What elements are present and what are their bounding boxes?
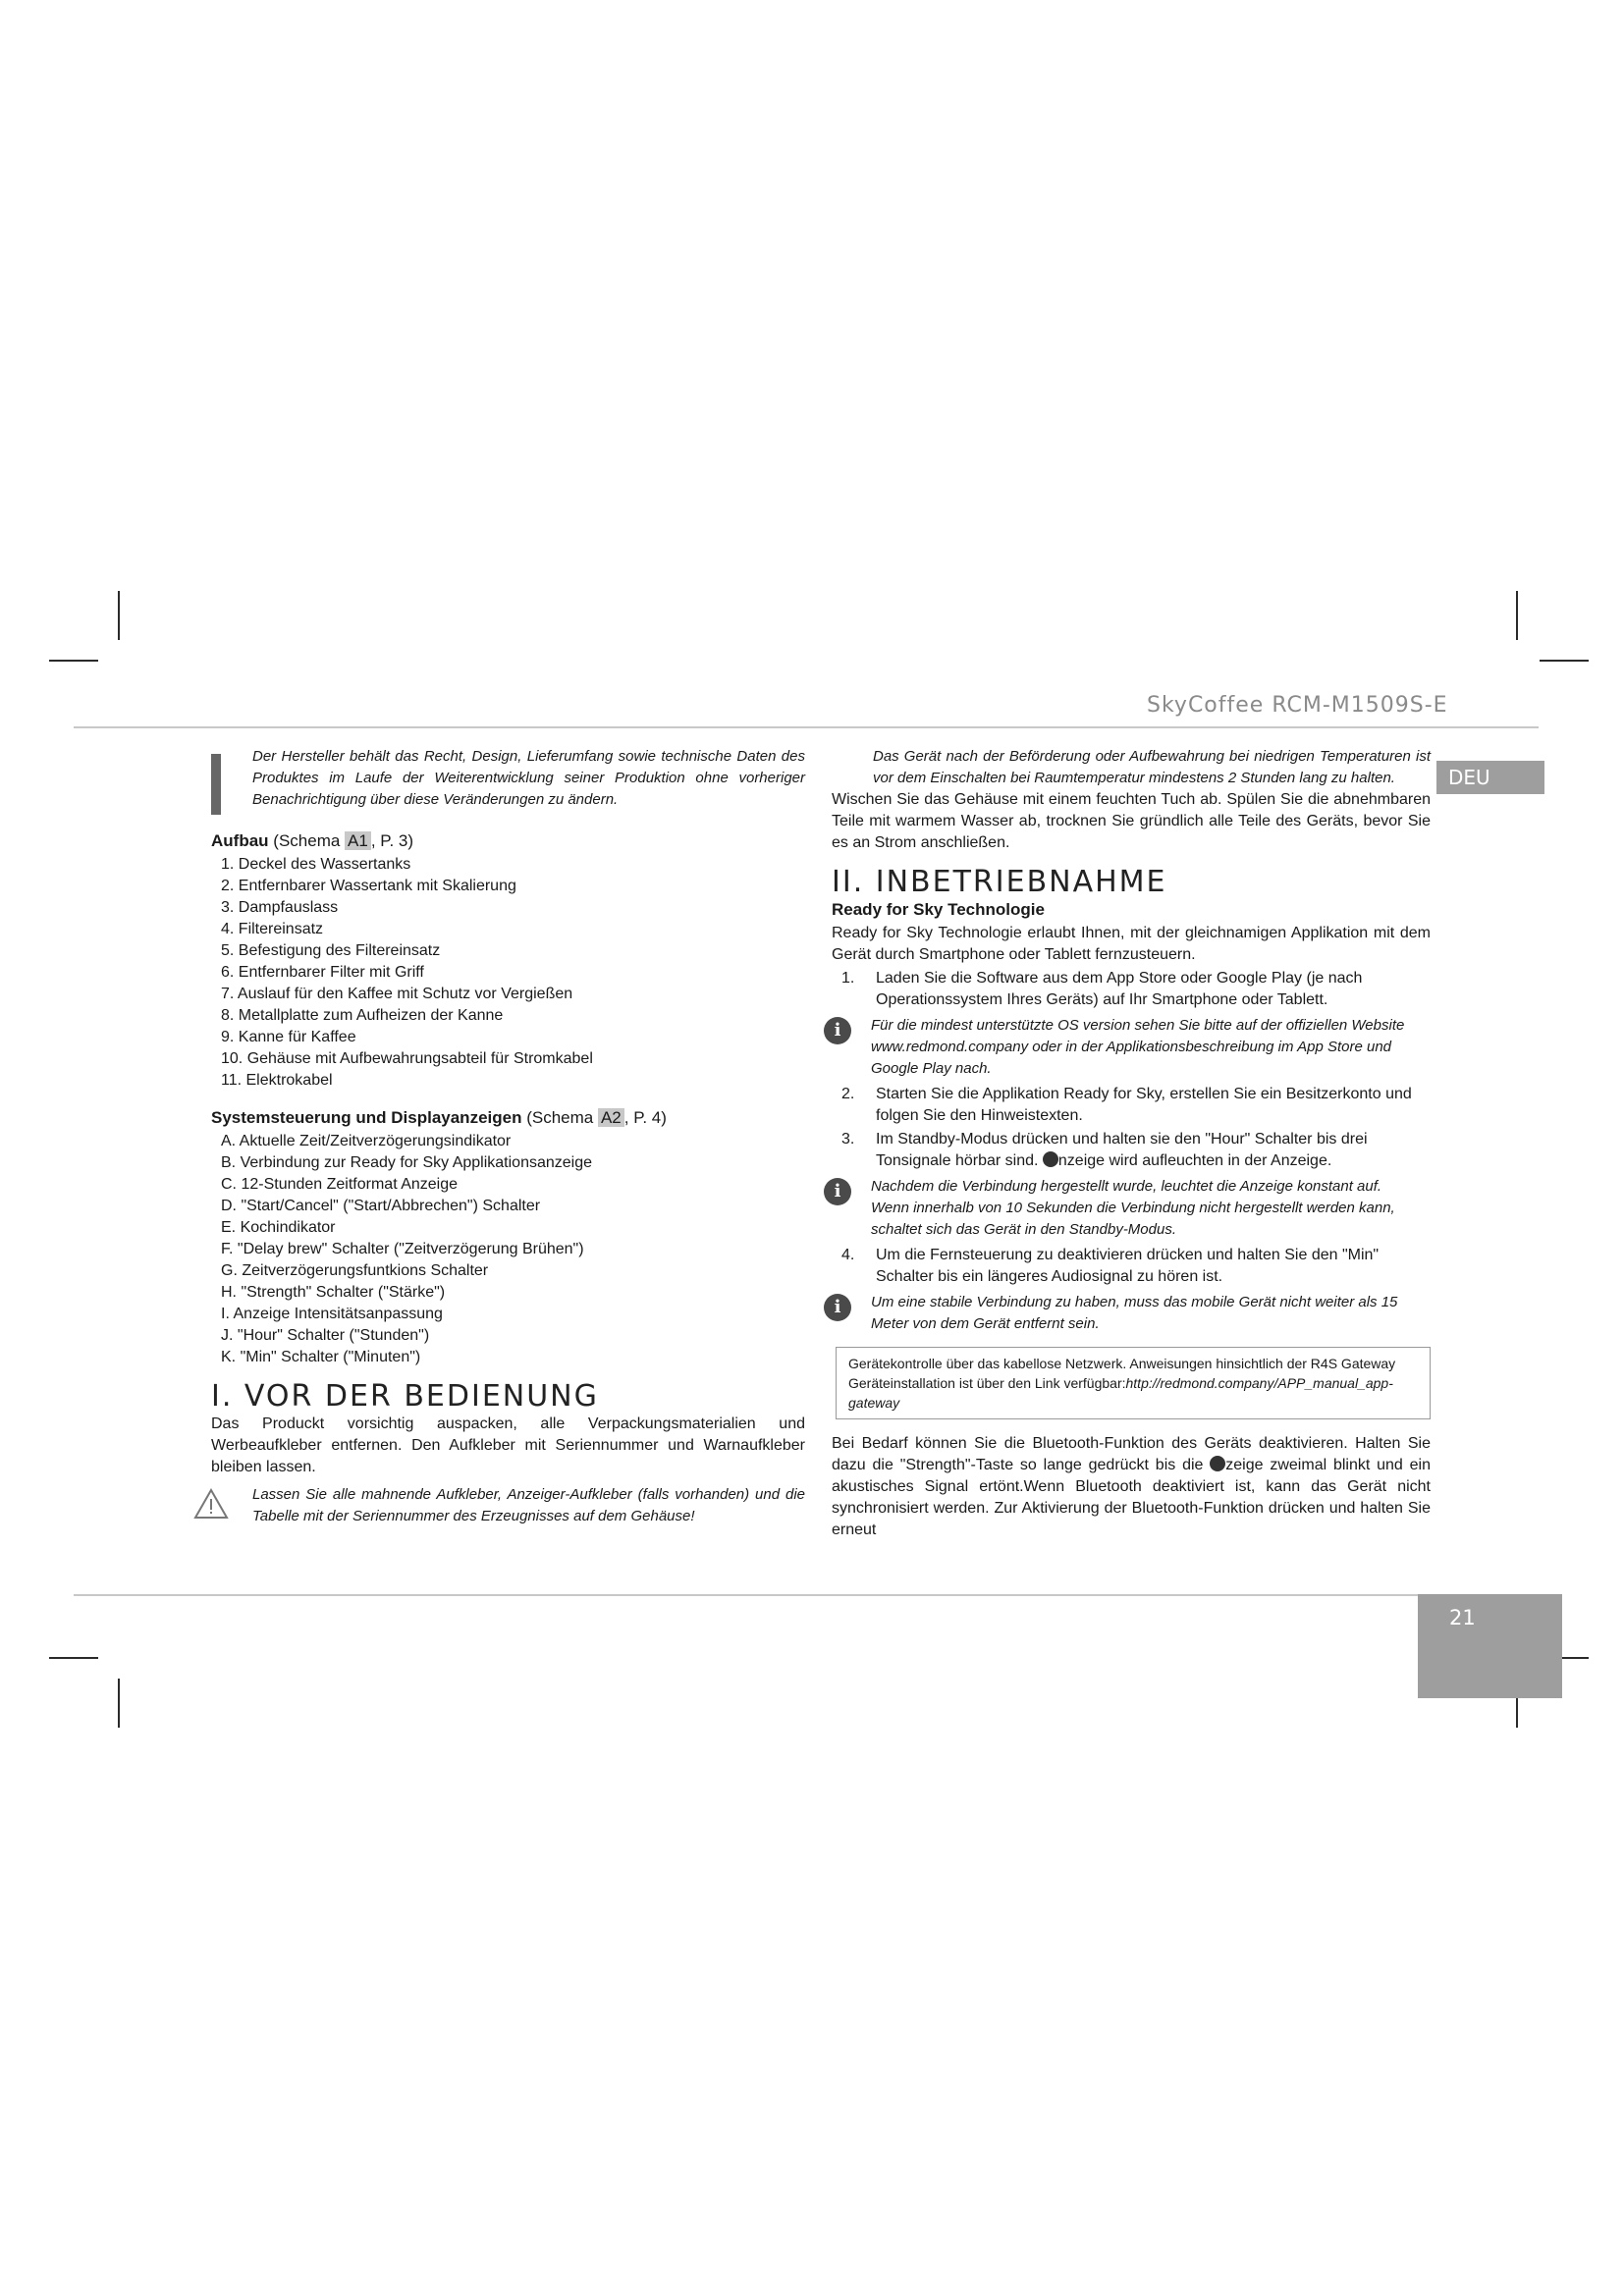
footer-rule <box>74 1594 1419 1596</box>
list-item: C. 12-Stunden Zeitformat Anzeige <box>221 1176 459 1193</box>
gateway-info-box <box>836 1347 1431 1419</box>
disclaimer-bar <box>211 754 221 815</box>
aufbau-ref: A1 <box>345 831 371 850</box>
info-note <box>832 1176 1431 1241</box>
step-text: Starten Sie die Applikation Ready for Sky, erstellen Sie ein Besitzerkonto und folgen Sie den Hinweistexten. <box>876 1086 1412 1124</box>
gateway-link[interactable]: http://redmond.company/APP_manual_app-gateway <box>848 1375 1393 1411</box>
aufbau-post: , P. 3) <box>370 831 413 850</box>
list-item: D. "Start/Cancel" ("Start/Abbrechen") Schalter <box>221 1198 541 1214</box>
aufbau-pre: (Schema <box>273 831 341 850</box>
list-item: 5. Befestigung des Filtereinsatz <box>221 942 441 959</box>
step-item: 3. Im Standby-Modus drücken und halten sie den "Hour" Schalter bis drei Tonsignale hörbar sind. nzeige wird aufleuchten in der Anzeige. <box>841 1131 1368 1169</box>
bluetooth-text: Bei Bedarf können Sie die Bluetooth-Funktion des Geräts deaktivieren. Halten Sie dazu die "Strength"-Taste so lange gedrückt bis die <box>832 1435 1431 1473</box>
list-item: 4. Filtereinsatz <box>221 921 324 937</box>
crop-mark <box>118 591 120 640</box>
bluetooth-indicator-icon <box>1210 1456 1225 1471</box>
right-column <box>832 746 1431 1541</box>
language-tab: DEU <box>1436 761 1544 794</box>
warning-note <box>211 1484 805 1527</box>
header-rule <box>74 726 1539 728</box>
list-item: 2. Entfernbarer Wassertank mit Skalierung <box>221 878 516 894</box>
crop-mark <box>118 1679 120 1728</box>
list-item: 1. Deckel des Wassertanks <box>221 856 411 873</box>
step-item: 1. Laden Sie die Software aus dem App Store oder Google Play (je nach Operationssystem Ihres Geräts) auf Ihr Smartphone oder Tablett. <box>841 970 1363 1008</box>
list-item: E. Kochindikator <box>221 1219 336 1236</box>
bluetooth-indicator-icon <box>1043 1151 1058 1167</box>
continued-body: Wischen Sie das Gehäuse mit einem feuchten Tuch ab. Spülen Sie die abnehmbaren Teile mit warmem Wasser ab, trocknen Sie gründlich alle Teile des Geräts, bevor Sie es an Strom anschließen. <box>832 791 1431 851</box>
section-title-2: II. INBETRIEBNAHME <box>832 865 1167 899</box>
steps-list-1 <box>832 968 1431 1011</box>
list-item: G. Zeitverzögerungsfuntkions Schalter <box>221 1262 489 1279</box>
ready-intro: Ready for Sky Technologie erlaubt Ihnen, mit der gleichnamigen Applikation mit dem Gerät durch Smartphone oder Tablett fernzusteuern. <box>832 925 1431 963</box>
crop-mark <box>1516 591 1518 640</box>
step-text: Um die Fernsteuerung zu deaktivieren drücken und halten Sie den "Min" Schalter bis ein längeres Audiosignal zu hören ist. <box>876 1247 1380 1285</box>
header-title: SkyCoffee RCM-M1509S-E <box>1147 693 1448 718</box>
step-item: 2. Starten Sie die Applikation Ready for Sky, erstellen Sie ein Besitzerkonto und folgen Sie den Hinweistexten. <box>841 1086 1412 1124</box>
steps-list-2 <box>832 1084 1431 1172</box>
crop-mark <box>1540 660 1589 662</box>
list-item: 8. Metallplatte zum Aufheizen der Kanne <box>221 1007 504 1024</box>
warning-icon <box>193 1488 229 1520</box>
step-item: 4. Um die Fernsteuerung zu deaktivieren drücken und halten Sie den "Min" Schalter bis ein längeres Audiosignal zu hören ist. <box>841 1247 1380 1285</box>
aufbau-title: Aufbau <box>211 831 269 850</box>
step-text: Laden Sie die Software aus dem App Store oder Google Play (je nach Operationssystem Ihres Geräts) auf Ihr Smartphone oder Tablett. <box>876 970 1363 1008</box>
info-note-text: Um eine stabile Verbindung zu haben, muss das mobile Gerät nicht weiter als 15 Meter von dem Gerät entfernt sein. <box>871 1294 1398 1332</box>
disclaimer <box>211 746 805 811</box>
warning-text: Lassen Sie alle mahnende Aufkleber, Anzeiger-Aufkleber (falls vorhanden) und die Tabelle mit der Seriennummer des Erzeugnisses auf dem Gehäuse! <box>252 1486 805 1524</box>
list-item: A. Aktuelle Zeit/Zeitverzögerungsindikator <box>221 1133 512 1149</box>
list-item: 3. Dampfauslass <box>221 899 339 916</box>
system-pre: (Schema <box>526 1108 594 1127</box>
crop-mark <box>49 660 98 662</box>
bluetooth-paragraph <box>832 1433 1431 1541</box>
list-item: 10. Gehäuse mit Aufbewahrungsabteil für Stromkabel <box>221 1050 593 1067</box>
system-ref: A2 <box>598 1108 624 1127</box>
list-item: F. "Delay brew" Schalter ("Zeitverzögerung Brühen") <box>221 1241 584 1257</box>
aufbau-list <box>211 854 805 1092</box>
step-text: nzeige wird aufleuchten in der Anzeige. <box>1057 1152 1332 1169</box>
info-note-text: Für die mindest unterstützte OS version sehen Sie bitte auf der offiziellen Website www.redmond.company oder in der Applikationsbeschreibung im App Store und Google Play nach. <box>871 1017 1405 1077</box>
ready-for-sky-heading: Ready for Sky Technologie <box>832 900 1045 919</box>
info-note <box>832 1292 1431 1335</box>
crop-mark <box>49 1657 98 1659</box>
info-icon: i <box>824 1017 851 1044</box>
step-text: Im Standby-Modus drücken und halten sie den "Hour" Schalter bis drei Tonsignale hörbar sind. <box>876 1131 1368 1169</box>
left-column <box>211 746 805 1527</box>
system-post: , P. 4) <box>623 1108 667 1127</box>
system-title: Systemsteuerung und Displayanzeigen <box>211 1108 522 1127</box>
continued-italic: Das Gerät nach der Beförderung oder Aufbewahrung bei niedrigen Temperaturen ist vor dem Einschalten bei Raumtemperatur mindestens 2 Stunden lang zu halten. <box>873 748 1431 786</box>
page-number-box <box>1418 1594 1562 1698</box>
list-item: H. "Strength" Schalter ("Stärke") <box>221 1284 446 1301</box>
page-number: 21 <box>1449 1606 1476 1629</box>
system-list <box>211 1131 805 1368</box>
list-item: 6. Entfernbarer Filter mit Griff <box>221 964 424 981</box>
info-note-text: Wenn innerhalb von 10 Sekunden die Verbindung nicht hergestellt werden kann, schaltet sich das Gerät in den Standby-Modus. <box>871 1200 1395 1238</box>
steps-list-3 <box>832 1245 1431 1288</box>
list-item: J. "Hour" Schalter ("Stunden") <box>221 1327 430 1344</box>
info-note-text: Nachdem die Verbindung hergestellt wurde, leuchtet die Anzeige konstant auf. <box>871 1178 1382 1195</box>
list-item: 9. Kanne für Kaffee <box>221 1029 356 1045</box>
info-icon: i <box>824 1178 851 1205</box>
aufbau-heading <box>211 830 805 852</box>
system-heading <box>211 1107 805 1129</box>
list-item: K. "Min" Schalter ("Minuten") <box>221 1349 421 1365</box>
section1-body: Das Produckt vorsichtig auspacken, alle Verpackungsmaterialien und Werbeaufkleber entfernen. Den Aufkleber mit Seriennummer und Warnaufkleber bleiben lassen. <box>211 1415 805 1475</box>
list-item: 7. Auslauf für den Kaffee mit Schutz vor Vergießen <box>221 986 573 1002</box>
info-icon: i <box>824 1294 851 1321</box>
list-item: 11. Elektrokabel <box>221 1072 333 1089</box>
disclaimer-text: Der Hersteller behält das Recht, Design, Lieferumfang sowie technische Daten des Produktes im Laufe der Weiterentwicklung seiner Produktion ohne vorheriger Benachrichtigung über diese Veränderungen zu ändern. <box>252 748 805 808</box>
list-item: I. Anzeige Intensitätsanpassung <box>221 1306 443 1322</box>
list-item: B. Verbindung zur Ready for Sky Applikationsanzeige <box>221 1154 593 1171</box>
bluetooth-text: zeige zweimal blinkt und ein akustisches Signal ertönt.Wenn Bluetooth deaktiviert ist, kann das Gerät nicht synchronisiert werden. Zur Aktivierung der Bluetooth-Funktion drücken und halten Sie erneut <box>832 1457 1432 1538</box>
info-note <box>832 1015 1431 1080</box>
section-title-1: I. VOR DER BEDIENUNG <box>211 1379 599 1414</box>
gateway-box-text: Gerätekontrolle über das kabellose Netzwerk. Anweisungen hinsichtlich der R4S Gateway Geräteinstallation ist über den Link verfügbar: <box>848 1356 1396 1391</box>
